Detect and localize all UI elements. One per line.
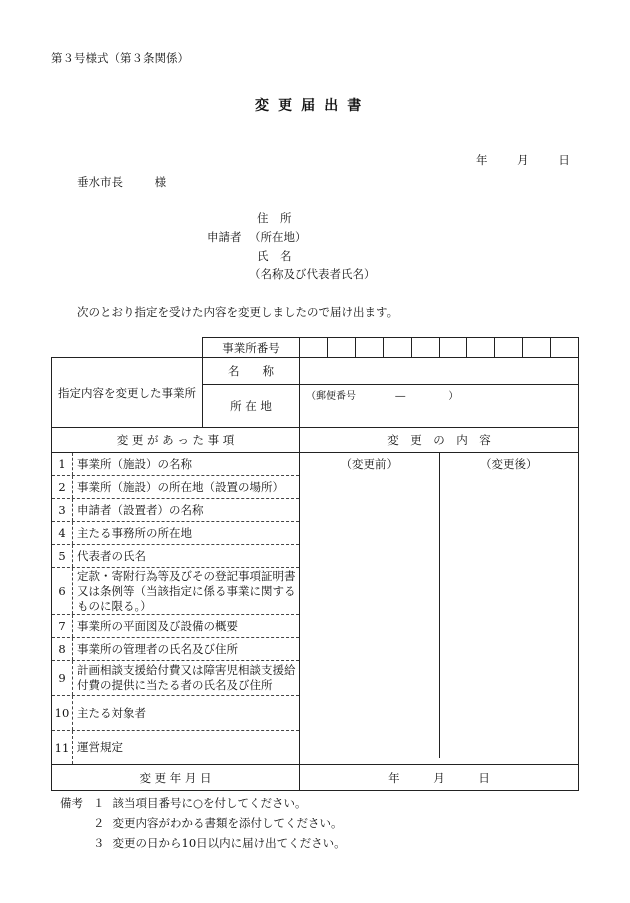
name-label: 氏 名 bbox=[257, 249, 292, 263]
item-text: 運営規定 bbox=[77, 740, 123, 754]
blank-cell bbox=[52, 338, 203, 358]
item-text: 主たる対象者 bbox=[77, 705, 146, 720]
table-row bbox=[52, 696, 299, 731]
office-location-field[interactable] bbox=[300, 385, 579, 428]
change-date-day: 日 bbox=[478, 770, 490, 785]
item-text: 計画相談支援給付費又は障害児相談支援給付費の提供に当たる者の氏名及び住所 bbox=[77, 663, 296, 692]
table-row bbox=[52, 638, 299, 661]
note-text: 変更内容がわかる書類を添付してください。 bbox=[112, 816, 343, 830]
table-row bbox=[52, 545, 299, 568]
digit-box[interactable] bbox=[439, 338, 467, 357]
before-column[interactable] bbox=[300, 453, 440, 758]
name-note: （名称及び代表者氏名） bbox=[249, 267, 376, 281]
item-number[interactable]: 4 bbox=[52, 522, 73, 544]
item-number[interactable]: 2 bbox=[52, 476, 73, 498]
items-list bbox=[52, 453, 299, 764]
digit-box[interactable] bbox=[466, 338, 494, 357]
note-text: 該当項目番号に○を付してください。 bbox=[112, 796, 307, 810]
digit-box[interactable] bbox=[327, 338, 355, 357]
item-number[interactable]: 9 bbox=[52, 661, 73, 695]
item-text: 事業所の管理者の氏名及び住所 bbox=[77, 641, 238, 656]
change-date-field[interactable] bbox=[300, 765, 579, 791]
date-month: 月 bbox=[517, 153, 529, 167]
change-date-month: 月 bbox=[433, 770, 445, 785]
note-line bbox=[93, 815, 343, 831]
item-text: 事業所（施設）の名称 bbox=[77, 456, 192, 471]
digit-box[interactable] bbox=[383, 338, 411, 357]
digit-box[interactable] bbox=[355, 338, 383, 357]
changed-items-header: 変 更 が あ っ た 事 項 bbox=[52, 428, 300, 453]
digit-box[interactable] bbox=[300, 338, 327, 357]
note-number: １ bbox=[93, 796, 105, 810]
page-title: 変 更 届 出 書 bbox=[255, 98, 364, 114]
date-day: 日 bbox=[558, 153, 570, 167]
note-number: ２ bbox=[93, 816, 105, 830]
note-text: 変更の日から10日以内に届け出てください。 bbox=[112, 836, 346, 850]
item-text: 定款・寄附行為等及びその登記事項証明書又は条例等（当該指定に係る事業に関するものに限る。） bbox=[77, 568, 296, 613]
digit-box[interactable] bbox=[522, 338, 550, 357]
addressee bbox=[77, 174, 166, 190]
item-number[interactable]: 11 bbox=[52, 731, 73, 764]
notes-label: 備考 bbox=[60, 796, 83, 810]
address-note: （所在地） bbox=[249, 230, 307, 244]
after-column[interactable] bbox=[440, 453, 579, 758]
change-date-year: 年 bbox=[388, 770, 400, 785]
table-row bbox=[52, 476, 299, 499]
office-number-field[interactable] bbox=[300, 338, 579, 358]
office-number-label: 事業所番号 bbox=[203, 338, 300, 358]
table-row bbox=[52, 615, 299, 638]
change-content-area[interactable] bbox=[300, 453, 579, 765]
addressee-honorific: 様 bbox=[154, 175, 167, 189]
table-row bbox=[52, 568, 299, 615]
before-label: （変更前） bbox=[340, 457, 398, 471]
note-line bbox=[93, 795, 307, 811]
office-name-label: 名 称 bbox=[203, 358, 300, 385]
changed-items-list bbox=[52, 453, 300, 765]
table-row bbox=[52, 731, 299, 764]
applicant-label: 申請者 bbox=[207, 230, 242, 244]
table-row bbox=[52, 453, 299, 476]
item-number[interactable]: 5 bbox=[52, 545, 73, 567]
changed-office-label: 指定内容を変更した事業所 bbox=[52, 358, 203, 428]
item-number[interactable]: 6 bbox=[52, 568, 73, 614]
postal-label: （郵便番号 bbox=[306, 391, 356, 402]
digit-box[interactable] bbox=[550, 338, 578, 357]
office-location-label: 所 在 地 bbox=[203, 385, 300, 428]
item-number[interactable]: 7 bbox=[52, 615, 73, 637]
item-number[interactable]: 3 bbox=[52, 499, 73, 521]
item-number[interactable]: 1 bbox=[52, 453, 73, 475]
note-number: ３ bbox=[93, 836, 105, 850]
digit-box[interactable] bbox=[494, 338, 522, 357]
postal-dash: ― bbox=[395, 391, 406, 402]
item-text: 事業所の平面図及び設備の概要 bbox=[77, 618, 238, 633]
changed-content-header: 変 更 の 内 容 bbox=[300, 428, 579, 453]
postal-line bbox=[300, 385, 578, 402]
after-label: （変更後） bbox=[480, 457, 538, 471]
item-text: 事業所（施設）の所在地（設置の場所） bbox=[77, 479, 284, 494]
item-number[interactable]: 8 bbox=[52, 638, 73, 660]
postal-close: ） bbox=[448, 391, 459, 402]
item-text: 申請者（設置者）の名称 bbox=[77, 502, 204, 517]
item-number[interactable]: 10 bbox=[52, 696, 73, 730]
change-form-table bbox=[51, 337, 579, 791]
address-label: 住 所 bbox=[257, 211, 292, 225]
office-name-field[interactable] bbox=[300, 358, 579, 385]
item-text: 代表者の氏名 bbox=[77, 548, 146, 563]
table-row bbox=[52, 522, 299, 545]
digit-box[interactable] bbox=[411, 338, 439, 357]
table-row bbox=[52, 499, 299, 522]
date-line bbox=[476, 152, 570, 168]
table-row bbox=[52, 661, 299, 696]
note-line bbox=[93, 835, 346, 851]
form-number: 第３号様式（第３条関係） bbox=[51, 51, 189, 65]
item-text: 主たる事務所の所在地 bbox=[77, 525, 192, 540]
addressee-name: 垂水市長 bbox=[77, 175, 123, 189]
change-date-label: 変 更 年 月 日 bbox=[52, 765, 300, 791]
intro-text: 次のとおり指定を受けた内容を変更しましたので届け出ます。 bbox=[77, 305, 399, 319]
date-year: 年 bbox=[476, 153, 488, 167]
